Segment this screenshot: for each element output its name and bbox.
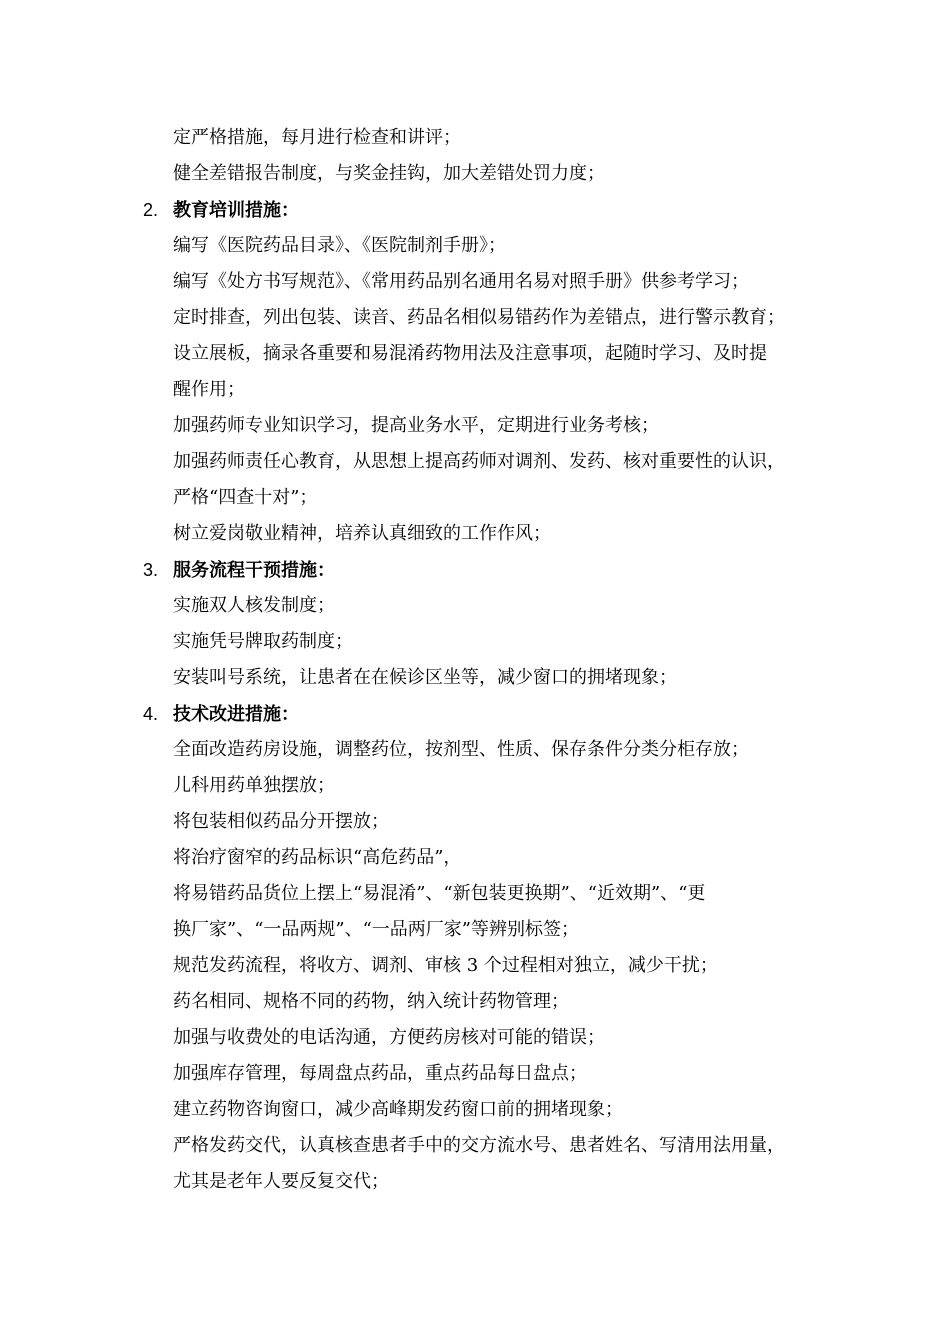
section-heading-education <box>0 192 950 228</box>
list-item: 规范发药流程，将收方、调剂、审核 3 个过程相对独立，减少干扰； <box>173 955 718 976</box>
list-item: 实施凭号牌取药制度； <box>173 631 353 652</box>
section-heading-technical <box>0 696 950 732</box>
list-item: 药名相同、规格不同的药物，纳入统计药物管理； <box>173 991 569 1012</box>
list-item: 树立爱岗敬业精神，培养认真细致的工作作风； <box>173 523 551 544</box>
list-item: 尤其是老年人要反复交代； <box>173 1171 389 1192</box>
section-title: 服务流程干预措施： <box>173 560 335 581</box>
list-item: 设立展板，摘录各重要和易混淆药物用法及注意事项，起随时学习、及时提 <box>173 343 767 364</box>
section-number: 4. <box>143 704 159 724</box>
section-number: 2. <box>143 200 159 220</box>
list-item: 实施双人核发制度； <box>173 595 335 616</box>
list-item: 安装叫号系统，让患者在在候诊区坐等，减少窗口的拥堵现象； <box>173 667 677 688</box>
section-title: 教育培训措施： <box>173 200 299 221</box>
list-item: 将治疗窗窄的药品标识“高危药品”， <box>173 847 462 868</box>
document-body <box>0 120 950 1200</box>
list-item: 编写《处方书写规范》、《常用药品别名通用名易对照手册》供参考学习； <box>173 271 749 292</box>
paragraph-line: 定严格措施，每月进行检查和讲评； <box>173 127 461 148</box>
list-item: 将易错药品货位上摆上“易混淆”、“新包装更换期”、“近效期”、“更 <box>173 883 706 904</box>
list-item: 换厂家”、“一品两规”、“一品两厂家”等辨别标签； <box>173 919 580 940</box>
section-heading-service-process <box>0 552 950 588</box>
list-item: 加强药师责任心教育，从思想上提高药师对调剂、发药、核对重要性的认识， <box>173 451 785 472</box>
list-item: 加强药师专业知识学习，提高业务水平，定期进行业务考核； <box>173 415 659 436</box>
list-item: 加强库存管理，每周盘点药品，重点药品每日盘点； <box>173 1063 587 1084</box>
list-item: 加强与收费处的电话沟通，方便药房核对可能的错误； <box>173 1027 605 1048</box>
section-title: 技术改进措施： <box>173 704 299 725</box>
list-item: 定时排查，列出包装、读音、药品名相似易错药作为差错点，进行警示教育； <box>173 307 785 328</box>
list-item: 醒作用； <box>173 379 245 400</box>
section-number: 3. <box>143 560 159 580</box>
list-item: 将包装相似药品分开摆放； <box>173 811 389 832</box>
paragraph-line: 健全差错报告制度，与奖金挂钩，加大差错处罚力度； <box>173 163 605 184</box>
list-item: 建立药物咨询窗口，减少高峰期发药窗口前的拥堵现象； <box>173 1099 623 1120</box>
list-item: 全面改造药房设施，调整药位，按剂型、性质、保存条件分类分柜存放； <box>173 739 749 760</box>
list-item: 严格发药交代，认真核查患者手中的交方流水号、患者姓名、写清用法用量， <box>173 1135 785 1156</box>
list-item: 编写《医院药品目录》、《医院制剂手册》； <box>173 235 506 256</box>
list-item: 儿科用药单独摆放； <box>173 775 335 796</box>
list-item: 严格“四查十对”； <box>173 487 318 508</box>
